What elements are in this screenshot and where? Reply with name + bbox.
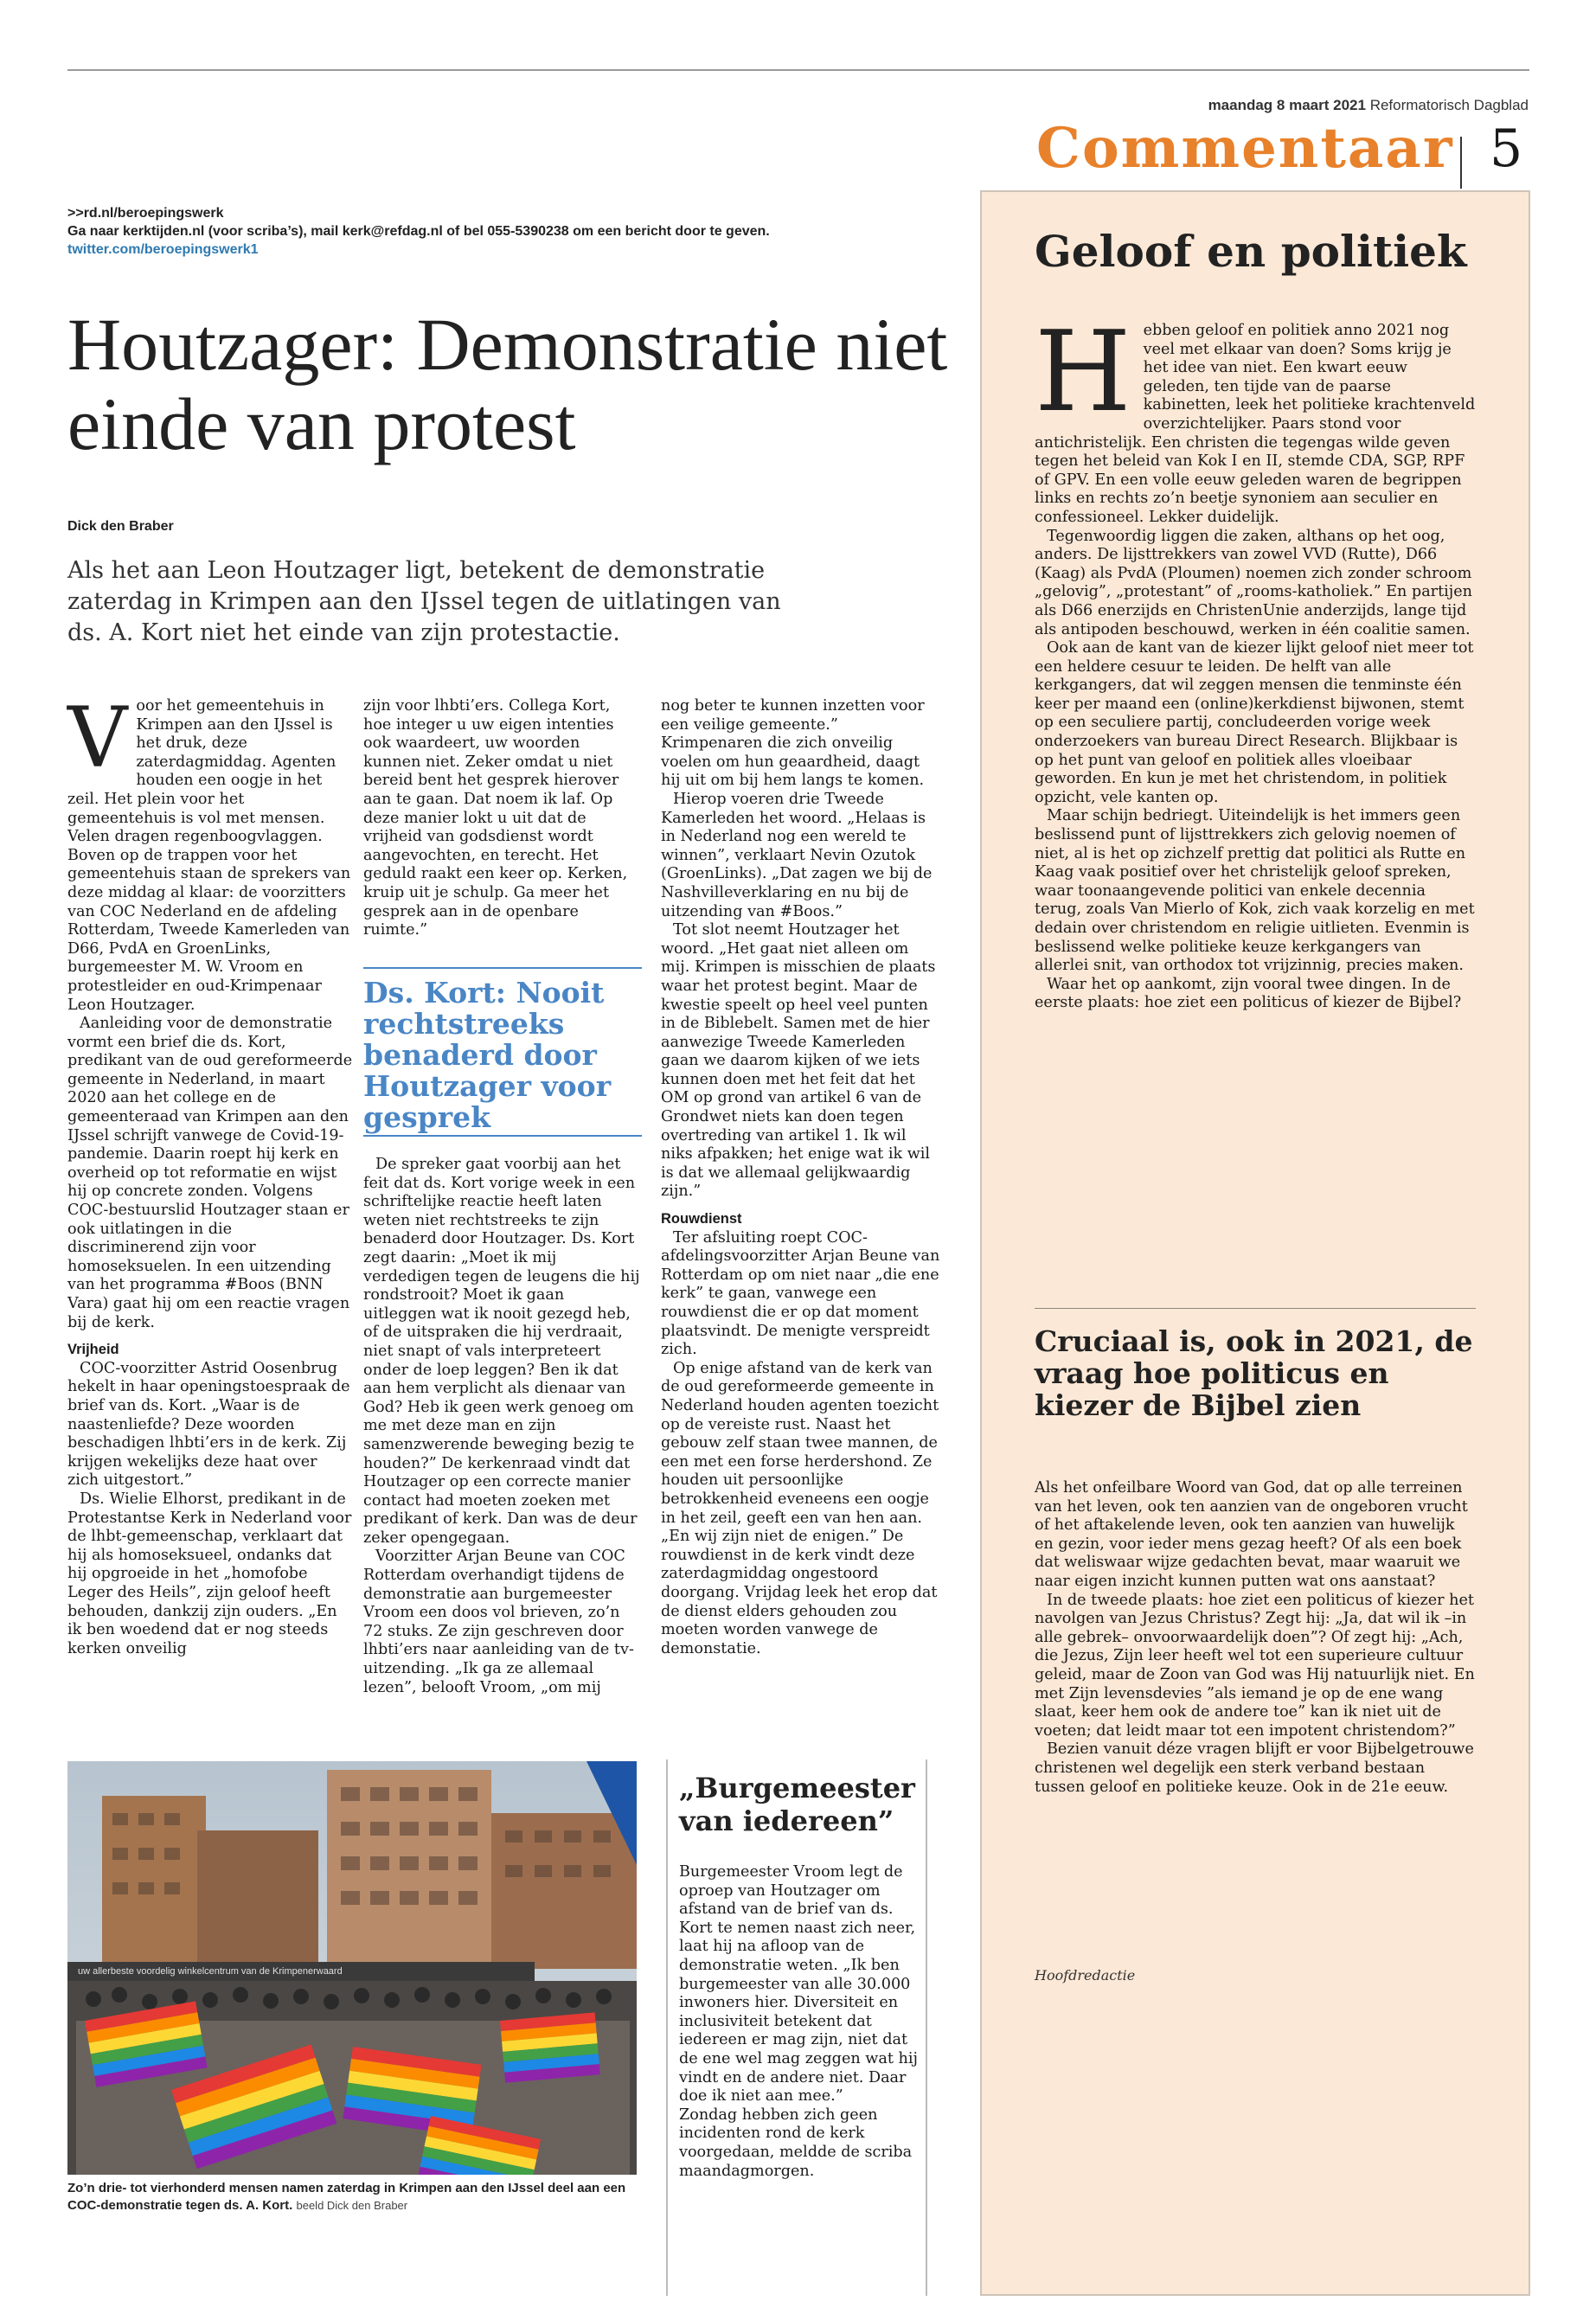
newspaper-name: Reformatorisch Dagblad	[1369, 97, 1529, 113]
links-block	[67, 204, 770, 259]
dropcap: H	[1035, 308, 1131, 437]
commentary-quote: Cruciaal is, ook in 2021, de vraag hoe politicus en kiezer de Bijbel zien	[1035, 1324, 1473, 1422]
paragraph: Maar schijn bedriegt. Uiteindelijk is het immers geen beslissend punt of lijsttrekkers zich gelovig noemen of niet, al is het op zichzelf prettig dat politici als Rutte en Kaag vaak positief over het christelijk geloof spreken, waar toonaangevende politici van enkele decennia terug, zoals Van Mierlo of Kok, zich vaak korzelig en met dedain over christendom en religie uitlieten. Evenmin is beslissend welke politieke keuze kerkgangers van allerlei snit, van orthodox tot vrijzinnig, precies maken.	[1035, 807, 1475, 975]
commentary-rule	[1035, 1308, 1476, 1309]
paragraph: De spreker gaat voorbij aan het feit dat ds. Kort vorige week in een schriftelijke reactie heeft laten weten niet rechtstreeks te zijn benaderd door Houtzager. Ds. Kort zegt daarin: „Moet ik mij verdedigen tegen de leugens die hij rondstrooit? Moet ik gaan uitleggen wat ik nooit gezegd heb, of de uitspraken die hij verdraait, niet snapt of vals interpreteert onder de loep leggen? Ben ik dat aan hem verplicht als dienaar van God? Heb ik geen werk genoeg om me met deze man en zijn samenzwerende beweging bezig te houden?” De kerkenraad vindt dat Houtzager op een correcte manier contact had moeten zoeken met predikant of kerk. Dan was de deur zeker opengegaan.	[363, 1156, 640, 1547]
link-twitter[interactable]: twitter.com/beroepingswerk1	[67, 242, 259, 257]
section-separator	[1460, 137, 1462, 189]
paragraph: Ook aan de kant van de kiezer lijkt geloof niet meer tot een heldere cesuur te leiden. De helft van alle kerkgangers, dat wil zeggen mensen die tenminste één keer per maand een (online)kerkdienst bijwonen, stemt op een seculiere partij, concludeerden vorige week onderzoekers van bureau Direct Research. Blijkbaar is op het punt van geloof en politiek alles vloeibaar geworden. En kun je met het christendom, in politiek opzicht, vele kanten op.	[1035, 639, 1474, 806]
dropcap: V	[67, 689, 128, 786]
paragraph: oor het gemeentehuis in Krimpen aan den IJssel is het druk, deze zaterdagmiddag. Agenten houden een oogje in het zeil. Het plein voor het gemeentehuis is vol met mensen. Velen dragen regenboogvlaggen. Boven op de trappen voor het gemeentehuis staan de sprekers van deze middag al klaar: de voorzitters van COC Nederland en de afdeling Rotterdam, Tweede Kamerleden van D66, PvdA en GroenLinks, burgemeester M. W. Vroom en protestleider en oud-Krimpenaar Leon Houtzager.	[67, 697, 351, 1014]
byline: Dick den Braber	[67, 519, 174, 534]
paragraph: Ds. Wielie Elhorst, predikant in de Protestantse Kerk in Nederland voor de lhbt-gemeenschap, verklaart dat hij als homoseksueel, ondanks dat hij opgroeide in het „homofobe Leger des Heils”, zijn geloof heeft behouden, dankzij zijn ouders. „En ik ben woedend dat er nog steeds kerken onveilig	[67, 1490, 352, 1657]
article-headline: Houtzager: Demonstratie niet einde van protest	[67, 303, 948, 465]
paragraph: COC-voorzitter Astrid Oosenbrug hekelt in haar openingstoespraak de brief van ds. Kort. „Waar is de naastenliefde? Deze woorden beschadigen lhbti’ers in de kerk. Zij krijgen wekelijks deze haat over zich uitgestort.”	[67, 1359, 350, 1490]
paragraph: ebben geloof en politiek anno 2021 nog veel met elkaar van doen? Soms krijg je het idee van niet. Een kwart eeuw geleden, ten tijde van de paarse kabinetten, leek het politieke krachtenveld overzichtelijker. Paars stond voor antichristelijk. Een christen die tegengas wilde geven tegen het beleid van Kok I en II, stemde CDA, SGP, RPF of GPV. En een volle eeuw geleden waren de begrippen links en rechts zo’n beetje synoniem aan seculier en confessioneel. Lekker duidelijk.	[1035, 322, 1476, 526]
contact-info: Ga naar kerktijden.nl (voor scriba’s), mail kerk@refdag.nl of bel 055-5390238 om een bericht door te geven.	[67, 224, 770, 239]
paragraph: Waar het op aankomt, zijn vooral twee dingen. In de eerste plaats: hoe ziet een politicus of kiezer de Bijbel?	[1035, 975, 1462, 1012]
paragraph: zijn voor lhbti’ers. Collega Kort, hoe integer u uw eigen intenties ook waardeert, uw woorden kunnen niet. Zeker omdat u niet bereid bent het gesprek hierover aan te gaan. Dat noem ik laf. Op deze manier lokt u uit dat de vrijheid van godsdienst wordt aangevochten, en terecht. Het geduld raakt een keer op. Kerken, kruip uit je schulp. Ga meer het gesprek aan in de openbare ruimte.”	[363, 697, 628, 939]
article-column-1	[67, 689, 353, 1658]
commentary-body	[1035, 308, 1476, 1013]
caption-text: Zo’n drie- tot vierhonderd mensen namen zaterdag in Krimpen aan den IJssel deel aan een COC-demonstratie tegen ds. A. Kort.	[67, 2181, 626, 2213]
paragraph: Voorzitter Arjan Beune van COC Rotterdam overhandigt tijdens de demonstratie aan burgemeester Vroom een doos vol brieven, zo’n 72 stuks. Ze zijn geschreven door lhbti’ers naar aanleiding van de tv-uitzending. „Ik ga ze allemaal lezen”, belooft Vroom, „om mij	[363, 1548, 634, 1696]
article-column-2	[363, 697, 642, 940]
paragraph: Op enige afstand van de kerk van de oud gereformeerde gemeente in Nederland houden agenten toezicht op de vereiste rust. Naast het gebouw zelf staan twee mannen, de een met een forse herdershond. Ze houden uit persoonlijke betrokkenheid eveneens een oogje in het zeil, geeft een van hen aan. „En wij zijn niet de enigen.” De rouwdienst in de kerk vindt deze zaterdagmiddag ongestoord doorgang. Vrijdag leek het erop dat de dienst elders gehouden zou moeten worden vanwege de demonstatie.	[661, 1359, 939, 1657]
paragraph: Zondag hebben zich geen incidenten rond de kerk voorgedaan, meldde de scriba maandagmorgen.	[679, 2106, 913, 2180]
paragraph: In de tweede plaats: hoe ziet een politicus of kiezer het navolgen van Jezus Christus? Zegt hij: „Ja, dat wil ik –in alle gebrek– onvoorwaardelijk doen”? Of zegt hij: „Ach, die Jezus, Zijn leer heeft wel tot een superieure cultuur geleid, maar de Zoon van God was Hij natuurlijk niet. En met Zijn levensdevies ”als iemand je op de ene wang slaat, keer hem ook de andere toe” kan ik niet uit de voeten; dat leidt maar tot een impotent christendom?”	[1035, 1591, 1475, 1740]
section-title: Commentaar	[1036, 116, 1454, 181]
article-column-3	[661, 697, 941, 1658]
paragraph: Tot slot neemt Houtzager het woord. „Het gaat niet alleen om mij. Krimpen is misschien de plaats waar het protest begint. Maar de kwestie speelt op heel veel punten in de Biblebelt. Samen met de hier aanwezige Tweede Kamerleden gaan we daarom kijken of we iets kunnen doen met het feit dat het OM op grond van artikel 6 van de Grondwet niets kan doen tegen overtreding van artikel 1. Ik wil niks afpakken; het enige wat ik wil is dat we allemaal gelijkwaardig zijn.”	[661, 921, 936, 1201]
subheading-vrijheid: Vrijheid	[67, 1342, 119, 1358]
paragraph: Ter afsluiting roept COC-afdelingsvoorzitter Arjan Beune van Rotterdam op om niet naar „die ene kerk” te gaan, vanwege een rouwdienst die er op dat moment plaatsvindt. De menigte verspreidt zich.	[661, 1228, 940, 1359]
article-column-2b	[363, 1156, 642, 1697]
sidebar-title: „Burgemeester van iedereen”	[679, 1772, 915, 1837]
photo-credit: beeld Dick den Braber	[296, 2199, 408, 2212]
date: maandag 8 maart 2021	[1208, 97, 1366, 113]
commentary-body-2	[1035, 1479, 1476, 1797]
commentary-title: Geloof en politiek	[1035, 226, 1467, 277]
photo-caption	[67, 2180, 638, 2214]
paragraph: Tegenwoordig liggen die zaken, althans op het oog, anders. De lijsttrekkers van zowel VVD (Rutte), D66 (Kaag) als PvdA (Ploumen) noemen zich zonder schroom „gelovig”, „protestant” of „rooms-katholiek.” En partijen als D66 enerzijds en ChristenUnie anderzijds, lange tijd als antipoden beschouwd, werken in één coalitie samen.	[1035, 527, 1472, 638]
paragraph: nog beter te kunnen inzetten voor een veilige gemeente.” Krimpenaren die zich onveilig voelen om hun geaardheid, daagt hij uit om bij hem langs te komen.	[661, 697, 925, 790]
top-rule	[67, 69, 1529, 71]
subheading-rouwdienst: Rouwdienst	[661, 1211, 742, 1227]
dateline	[1208, 97, 1529, 114]
pull-quote: Ds. Kort: Nooit rechtstreeks benaderd door Houtzager voor gesprek	[363, 967, 642, 1133]
paragraph: Bezien vanuit déze vragen blijft er voor Bijbelgetrouwe christenen wel degelijk een sterk verband bestaan tussen geloof en politieke keuze. Ook in de 21e eeuw.	[1035, 1740, 1474, 1796]
photo-banner-text: uw allerbeste voordelig winkelcentrum van de Krimpenerwaard	[78, 1966, 343, 1977]
paragraph: Als het onfeilbare Woord van God, dat op alle terreinen van het leven, ook ten aanzien van de ongeboren vrucht of het aftakelende leven, ook ten aanzien van huwelijk en gezin, voor ieder mens gezag heeft? Of als een boek dat weliswaar wijze gedachten bevat, maar waaruit we naar eigen inzicht kunnen putten wat ons aanstaat?	[1035, 1479, 1468, 1590]
pull-quote-rule	[363, 1135, 642, 1137]
link-beroepingswerk[interactable]: >>rd.nl/beroepingswerk	[67, 206, 224, 221]
commentary-signature: Hoofdredactie	[1035, 1967, 1136, 1984]
paragraph: Hierop voeren drie Tweede Kamerleden het woord. „Helaas is in Nederland nog een wereld te winnen”, verklaart Nevin Ozutok (GroenLinks). „Dat zagen we bij de Nashvilleverklaring en nu bij de uitzending van #Boos.”	[661, 790, 933, 920]
sidebar-body	[679, 1863, 920, 2181]
paragraph: Aanleiding voor de demonstratie vormt een brief die ds. Kort, predikant van de oud gereformeerde gemeente in Nederland, in maart 2020 aan het college en de gemeenteraad van Krimpen aan den IJssel schrijft vanwege de Covid-19-pandemie. Daarin roept hij kerk en overheid op tot reformatie en wijst hij op concrete zonden. Volgens COC-bestuurslid Houtzager staan er ook uitlatingen in die discriminerend zijn voor homoseksuelen. In een uitzending van het programma #Boos (BNN Vara) gaat hij om een reactie vragen bij de kerk.	[67, 1015, 353, 1331]
paragraph: Burgemeester Vroom legt de oproep van Houtzager om afstand van de brief van ds. Kort te nemen naast zich neer, laat hij na afloop van de demonstratie weten. „Ik ben burgemeester van alle 30.000 inwoners hier. Diversiteit en inclusiviteit betekent dat iedereen er mag zijn, niet dat de ene wel mag zeggen wat hij vindt en de andere niet. Daar doe ik niet aan mee.”	[679, 1863, 918, 2106]
article-lede: Als het aan Leon Houtzager ligt, betekent de demonstratie zaterdag in Krimpen aan den IJssel tegen de uitlatingen van ds. A. Kort niet het einde van zijn protestactie.	[67, 557, 781, 646]
page-number: 5	[1490, 119, 1523, 179]
